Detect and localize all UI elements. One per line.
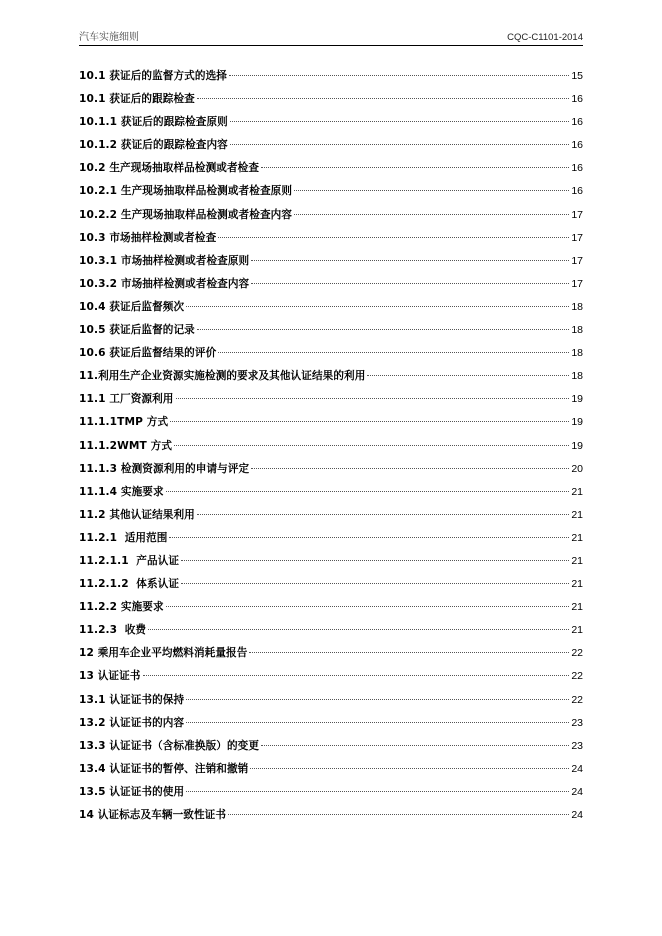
dot-leader [176, 398, 570, 399]
toc-entry-page: 24 [571, 762, 583, 775]
toc-entry-title: 10.1 获证后的监督方式的选择 [79, 70, 227, 82]
dot-leader [249, 652, 569, 653]
toc-entry[interactable] [79, 298, 583, 321]
toc-entry[interactable] [79, 598, 583, 621]
dot-leader [218, 237, 569, 238]
toc-entry[interactable] [79, 390, 583, 413]
document-code: CQC-C1101-2014 [507, 32, 583, 43]
toc-entry-page: 18 [571, 347, 583, 360]
toc-entry-title: 11.2 其他认证结果利用 [79, 508, 195, 521]
toc-entry-page: 17 [571, 254, 583, 267]
toc-entry-title: 13 认证证书 [79, 670, 141, 683]
dot-leader [218, 352, 569, 353]
toc-entry-title: 13.2 认证证书的内容 [79, 716, 185, 729]
toc-entry-page: 21 [571, 578, 583, 591]
dot-leader [197, 329, 569, 330]
toc-entry-page: 17 [571, 231, 583, 244]
toc-entry[interactable] [79, 806, 583, 829]
toc-entry-page: 24 [571, 785, 583, 798]
toc-entry[interactable] [79, 460, 583, 483]
toc-entry[interactable] [79, 575, 583, 598]
toc-entry-title: 11.2.3 收费 [79, 624, 147, 637]
dot-leader [186, 306, 569, 307]
toc-entry-title: 11.1.4 实施要求 [79, 485, 164, 498]
toc-entry-page: 19 [571, 393, 583, 406]
toc-entry[interactable] [79, 367, 583, 390]
toc-entry[interactable] [79, 691, 583, 714]
toc-entry-title: 11.2.1.1 产品认证 [79, 554, 180, 567]
toc-entry-title: 11.利用生产企业资源实施检测的要求及其他认证结果的利用 [79, 370, 366, 383]
toc-entry-title: 11.1.3 检测资源利用的申请与评定 [79, 462, 250, 475]
toc-entry-page: 21 [571, 485, 583, 498]
toc-entry-page: 21 [571, 554, 583, 567]
dot-leader [166, 491, 569, 492]
table-of-contents [79, 67, 583, 829]
toc-entry-page: 21 [571, 531, 583, 544]
toc-entry-title: 13.1 认证证书的保持 [79, 693, 185, 706]
page-header [79, 28, 583, 46]
toc-entry[interactable] [79, 344, 583, 367]
toc-entry[interactable] [79, 413, 583, 436]
dot-leader [186, 699, 569, 700]
toc-entry-title: 10.3.2 市场抽样检测或者检查内容 [79, 277, 250, 290]
toc-entry-title: 10.2.2 生产现场抽取样品检测或者检查内容 [79, 208, 293, 221]
toc-entry[interactable] [79, 159, 583, 182]
toc-entry[interactable] [79, 321, 583, 344]
toc-entry-title: 10.1.1 获证后的跟踪检查原则 [79, 116, 228, 129]
dot-leader [181, 583, 569, 584]
toc-entry[interactable] [79, 252, 583, 275]
toc-entry-title: 14 认证标志及车辆一致性证书 [79, 809, 227, 821]
toc-entry-page: 21 [571, 508, 583, 521]
toc-entry-title: 13.3 认证证书（含标准换版）的变更 [79, 739, 260, 752]
toc-entry[interactable] [79, 275, 583, 298]
toc-entry[interactable] [79, 644, 583, 667]
toc-entry-title: 11.2.2 实施要求 [79, 601, 164, 614]
toc-entry[interactable] [79, 737, 583, 760]
toc-entry-page: 21 [571, 624, 583, 637]
toc-entry[interactable] [79, 229, 583, 252]
toc-entry-page: 16 [571, 185, 583, 198]
toc-entry[interactable] [79, 136, 583, 159]
toc-entry-page: 19 [571, 416, 583, 429]
dot-leader [261, 167, 569, 168]
toc-entry-page: 18 [571, 370, 583, 383]
toc-entry-page: 22 [571, 647, 583, 660]
dot-leader [261, 745, 569, 746]
toc-entry[interactable] [79, 90, 583, 113]
toc-entry-page: 18 [571, 300, 583, 313]
toc-entry-page: 21 [571, 601, 583, 614]
toc-entry[interactable] [79, 182, 583, 205]
dot-leader [186, 722, 569, 723]
toc-entry-page: 19 [571, 439, 583, 452]
toc-entry-title: 10.5 获证后监督的记录 [79, 324, 195, 337]
dot-leader [166, 606, 569, 607]
toc-entry[interactable] [79, 783, 583, 806]
dot-leader [228, 814, 569, 815]
dot-leader [186, 791, 569, 792]
toc-entry[interactable] [79, 529, 583, 552]
dot-leader [143, 675, 569, 676]
toc-entry[interactable] [79, 67, 583, 90]
toc-entry[interactable] [79, 621, 583, 644]
toc-entry-page: 16 [571, 139, 583, 152]
dot-leader [148, 629, 569, 630]
toc-entry-page: 24 [571, 809, 583, 821]
toc-entry-page: 23 [571, 716, 583, 729]
dot-leader [251, 468, 569, 469]
toc-entry-title: 10.1.2 获证后的跟踪检查内容 [79, 139, 228, 152]
dot-leader [230, 144, 569, 145]
toc-entry-title: 11.2.1 适用范围 [79, 531, 168, 544]
toc-entry-page: 17 [571, 277, 583, 290]
toc-entry-title: 13.5 认证证书的使用 [79, 785, 185, 798]
dot-leader [229, 75, 569, 76]
toc-entry-title: 13.4 认证证书的暂停、注销和撤销 [79, 762, 249, 775]
toc-entry[interactable] [79, 667, 583, 690]
toc-entry-title: 11.1.2WMT 方式 [79, 439, 173, 452]
toc-entry-title: 10.4 获证后监督频次 [79, 300, 185, 313]
toc-entry-title: 10.3 市场抽样检测或者检查 [79, 231, 217, 244]
document-title: 汽车实施细则 [79, 32, 139, 43]
toc-entry-page: 16 [571, 116, 583, 129]
toc-entry[interactable] [79, 760, 583, 783]
dot-leader [197, 514, 569, 515]
toc-entry-title: 11.1 工厂资源利用 [79, 393, 174, 406]
dot-leader [181, 560, 569, 561]
dot-leader [174, 445, 569, 446]
dot-leader [169, 537, 569, 538]
dot-leader [170, 421, 569, 422]
toc-entry-title: 10.2.1 生产现场抽取样品检测或者检查原则 [79, 185, 293, 198]
toc-entry-title: 10.6 获证后监督结果的评价 [79, 347, 217, 360]
dot-leader [197, 98, 569, 99]
toc-entry-title: 11.1.1TMP 方式 [79, 416, 169, 429]
toc-entry-page: 23 [571, 739, 583, 752]
toc-entry-title: 12 乘用车企业平均燃料消耗量报告 [79, 647, 248, 660]
toc-entry[interactable] [79, 206, 583, 229]
toc-entry-title: 11.2.1.2 体系认证 [79, 578, 180, 591]
toc-entry-title: 10.3.1 市场抽样检测或者检查原则 [79, 254, 250, 267]
toc-entry-page: 22 [571, 693, 583, 706]
toc-entry-page: 18 [571, 324, 583, 337]
dot-leader [250, 768, 569, 769]
toc-entry-page: 20 [571, 462, 583, 475]
toc-entry-page: 16 [571, 93, 583, 106]
toc-entry-page: 17 [571, 208, 583, 221]
dot-leader [294, 214, 569, 215]
toc-entry-page: 16 [571, 162, 583, 175]
toc-entry[interactable] [79, 437, 583, 460]
toc-entry-page: 15 [571, 70, 583, 82]
dot-leader [294, 190, 569, 191]
toc-entry[interactable] [79, 714, 583, 737]
dot-leader [230, 121, 569, 122]
toc-entry-title: 10.2 生产现场抽取样品检测或者检查 [79, 162, 260, 175]
dot-leader [367, 375, 569, 376]
dot-leader [251, 283, 569, 284]
toc-entry-title: 10.1 获证后的跟踪检查 [79, 93, 195, 106]
toc-entry[interactable] [79, 113, 583, 136]
dot-leader [251, 260, 569, 261]
toc-entry-page: 22 [571, 670, 583, 683]
toc-entry[interactable] [79, 506, 583, 529]
toc-entry[interactable] [79, 483, 583, 506]
toc-entry[interactable] [79, 552, 583, 575]
